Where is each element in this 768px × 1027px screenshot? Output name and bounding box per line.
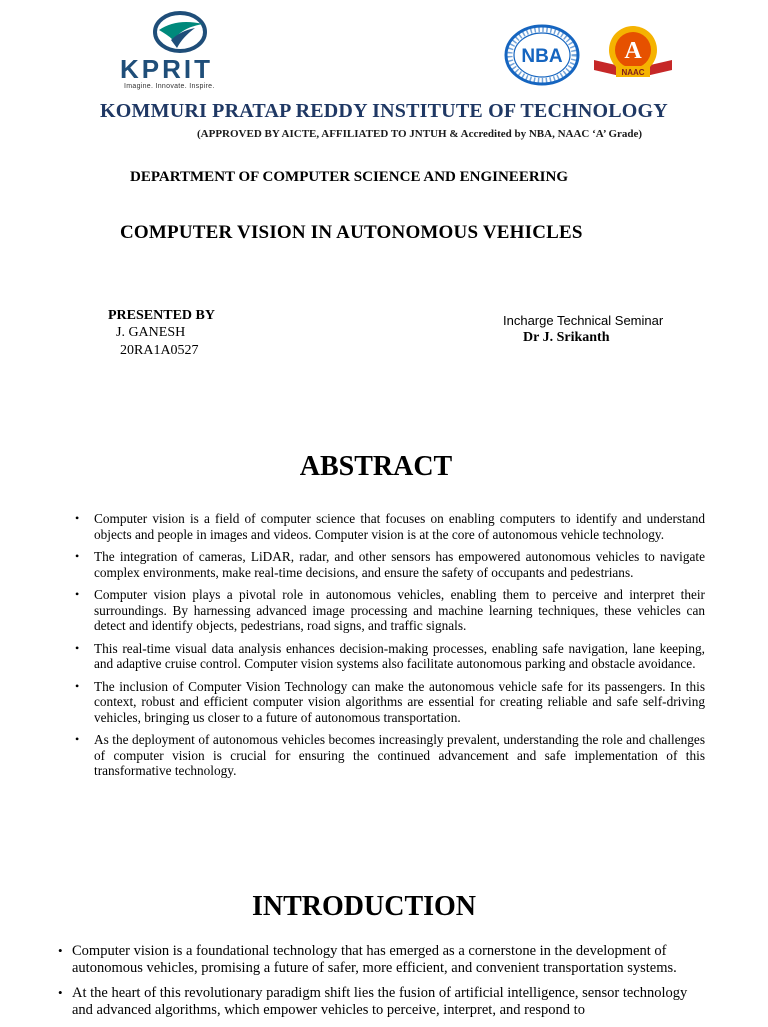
bullet-icon: • — [75, 732, 80, 746]
bullet-icon: • — [58, 985, 63, 1000]
abstract-item — [75, 732, 705, 779]
naac-badge-icon — [590, 22, 676, 82]
introduction-heading-text: INTRODUCTION — [251, 891, 477, 922]
abstract-list — [75, 511, 705, 786]
naac-grade-text: A — [624, 38, 642, 64]
department-name: DEPARTMENT OF COMPUTER SCIENCE AND ENGINEERING — [130, 169, 568, 185]
bullet-icon: • — [75, 549, 80, 563]
kprit-tagline: Imagine. Innovate. Inspire. — [124, 83, 215, 90]
introduction-item — [58, 943, 702, 976]
kprit-logo — [118, 10, 242, 90]
bullet-icon: • — [75, 678, 80, 693]
abstract-item-text: The inclusion of Computer Vision Technology can make the autonomous vehicle safe for its passengers. In this context, robust and efficient computer vision algorithms are essential for creating reliable and safe self-driving vehicles, bringing us closer to a future of autonomous transportation. — [94, 678, 705, 725]
nba-logo-text: NBA — [521, 46, 563, 67]
presented-by-label: PRESENTED BY — [108, 308, 215, 323]
abstract-item — [75, 640, 705, 672]
nba-seal-icon — [504, 24, 580, 86]
abstract-item-text: This real-time visual data analysis enhances decision-making processes, enabling safe navigation, lane keeping, and adaptive cruise control. Computer vision systems also facilitate autonomous parking and obstacle avoidance. — [94, 640, 705, 671]
abstract-item — [75, 678, 705, 726]
bullet-icon: • — [75, 640, 80, 655]
abstract-heading — [0, 451, 768, 483]
abstract-item-text: Computer vision plays a pivotal role in autonomous vehicles, enabling them to perceive and interpret their surroundings. By harnessing advanced image processing and machine learning techniques, these vehicles can detect and identify objects, pedestrians, road signs, and traffic signals. — [94, 587, 705, 633]
incharge-name: Dr J. Srikanth — [523, 330, 610, 345]
abstract-item-text: The integration of cameras, LiDAR, radar, and other sensors has empowered autonomous vehicles to navigate complex environments, make real-time decisions, and ensure the safety of occupants and pedestrians. — [94, 549, 705, 580]
institute-name: KOMMURI PRATAP REDDY INSTITUTE OF TECHNOLOGY — [100, 100, 668, 122]
presenter-roll-number: 20RA1A0527 — [120, 343, 199, 358]
introduction-heading — [0, 891, 768, 923]
kprit-emblem-icon — [151, 10, 209, 54]
abstract-item — [75, 511, 705, 542]
abstract-item-text: Computer vision is a field of computer science that focuses on enabling computers to identify and understand objects and people in images and videos. Computer vision is at the core of autonomous vehicle technology. — [94, 511, 705, 542]
kprit-wordmark: KPRIT — [120, 54, 213, 84]
introduction-item-text: At the heart of this revolutionary paradigm shift lies the fusion of artificial intelligence, sensor technology and advanced algorithms, which empower vehicles to perceive, interpret, and respond to — [72, 985, 688, 1018]
bullet-icon: • — [75, 587, 80, 601]
bullet-icon: • — [58, 943, 63, 958]
abstract-heading-text: ABSTRACT — [299, 451, 453, 482]
introduction-item-text: Computer vision is a foundational technology that has emerged as a cornerstone in the development of autonomous vehicles, promising a future of safer, more efficient, and convenient transportation systems. — [72, 943, 677, 976]
seminar-title: COMPUTER VISION IN AUTONOMOUS VEHICLES — [120, 222, 583, 243]
abstract-item-text: As the deployment of autonomous vehicles becomes increasingly prevalent, understanding the role and challenges of computer vision is crucial for ensuring the continued advancement and safe implementation of this transformative technology. — [94, 732, 705, 778]
nba-logo — [504, 24, 580, 86]
abstract-item — [75, 587, 705, 634]
approval-line: (APPROVED BY AICTE, AFFILIATED TO JNTUH & Accredited by NBA, NAAC ‘A’ Grade) — [197, 128, 643, 140]
abstract-item — [75, 549, 705, 580]
bullet-icon: • — [75, 511, 80, 525]
introduction-item — [58, 985, 702, 1018]
naac-logo-text: NAAC — [621, 68, 645, 77]
naac-logo — [590, 22, 676, 82]
incharge-label: Incharge Technical Seminar — [503, 313, 664, 328]
presenter-name: J. GANESH — [116, 325, 186, 340]
introduction-list — [58, 943, 702, 1027]
